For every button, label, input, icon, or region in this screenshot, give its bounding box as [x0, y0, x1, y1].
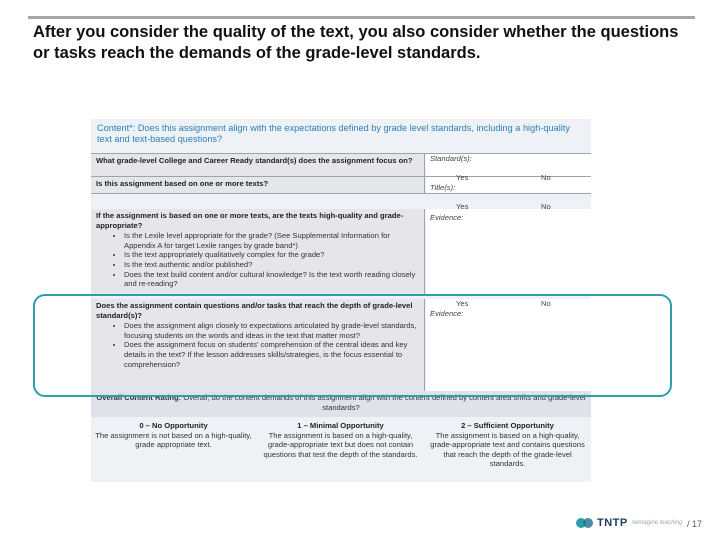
- evidence-label: Evidence:: [430, 309, 464, 318]
- rating-option-2[interactable]: 2 – Sufficient Opportunity The assignment is based on a high-quality, grade-appropriate text and contains questions that reach the depth of the grade-level standards.: [430, 421, 585, 469]
- overall-rating-header: Overall Content Rating: Overall, do the content demands of this assignment align with the content defined by content area shifts and grade-level standards?: [91, 391, 591, 417]
- logo-tagline: reimagine teaching: [631, 520, 683, 526]
- no-option[interactable]: No: [541, 299, 551, 308]
- page-number: / 17: [687, 519, 703, 529]
- tntp-logo: [576, 516, 682, 530]
- question-cell: If the assignment is based on one or more texts, are the texts high-quality and grade-appropriate? • Is the Lexile level appropriate for the grade? (See Supplemental Information for Appendix A for target Lexile ranges by grade band*) • Is the text appropriately qualitatively complex for the grade? • Is the text authentic and/or published? • Does the text build content and/or cultural knowledge? Is the text worth reading closely and re-reading?: [91, 209, 425, 295]
- yes-option[interactable]: Yes: [456, 299, 469, 308]
- table-row: [91, 154, 591, 177]
- answer-cell: [426, 173, 591, 193]
- no-option[interactable]: No: [541, 173, 551, 182]
- slide-title: After you consider the quality of the text, you also consider whether the questions or tasks reach the demands of the grade-level standards.: [33, 23, 679, 62]
- evidence-label: Evidence:: [430, 213, 464, 222]
- highlight-box: [33, 294, 672, 397]
- list-item: • Is the text authentic and/or published?: [124, 260, 419, 270]
- rating-option-1[interactable]: 1 – Minimal Opportunity The assignment is based on a high-quality, grade-appropriate text but does not contain questions that test the depth of the standards.: [263, 421, 418, 459]
- yes-option[interactable]: Yes: [456, 202, 469, 211]
- list-item: • Does the assignment focus on students' comprehension of the central ideas and key details in the text? If the lesson addresses skills/strategies, is the focus essential to comprehension?: [124, 340, 419, 369]
- document-heading: Content*: Does this assignment align with the expectations defined by grade level standards, including a high-quality text and text-based questions?: [97, 123, 570, 144]
- answer-cell: [426, 154, 591, 176]
- text-quality-checklist: [96, 231, 419, 289]
- table-row: [91, 173, 591, 194]
- title-rule: [28, 16, 695, 19]
- question-cell: Is this assignment based on one or more texts?: [91, 177, 425, 193]
- list-item: • Is the Lexile level appropriate for the grade? (See Supplemental Information for Appendix A for target Lexile ranges by grade band*): [124, 231, 419, 250]
- logo-text: TNTP: [597, 517, 628, 529]
- standards-label: Standard(s):: [430, 154, 472, 163]
- logo-mark-icon: [576, 516, 594, 530]
- question-cell: What grade-level College and Career Ready standard(s) does the assignment focus on?: [91, 154, 425, 176]
- criteria-table: [91, 153, 591, 369]
- no-option[interactable]: No: [541, 202, 551, 211]
- yes-option[interactable]: Yes: [456, 173, 469, 182]
- answer-cell: [426, 202, 591, 295]
- rating-option-0[interactable]: 0 – No Opportunity The assignment is not based on a high-quality, grade appropriate text.: [95, 421, 252, 450]
- table-row: [91, 202, 591, 296]
- titles-label: Title(s):: [430, 183, 456, 192]
- question-cell: Does the assignment contain questions and/or tasks that reach the depth of grade-level standard(s)? • Does the assignment align closely to expectations articulated by grade-level standards, focusing students on the words and ideas in the text that matter most? • Does the assignment focus on students' comprehension of the central ideas and key details in the text? If the lesson addresses skills/strategies, is the focus essential to comprehension?: [91, 299, 425, 392]
- list-item: • Does the text build content and/or cultural knowledge? Is the text worth reading closely and re-reading?: [124, 270, 419, 289]
- list-item: • Does the assignment align closely to expectations articulated by grade-level standards, focusing students on the words and ideas in the text that matter most?: [124, 321, 419, 340]
- list-item: • Is the text appropriately qualitatively complex for the grade?: [124, 250, 419, 260]
